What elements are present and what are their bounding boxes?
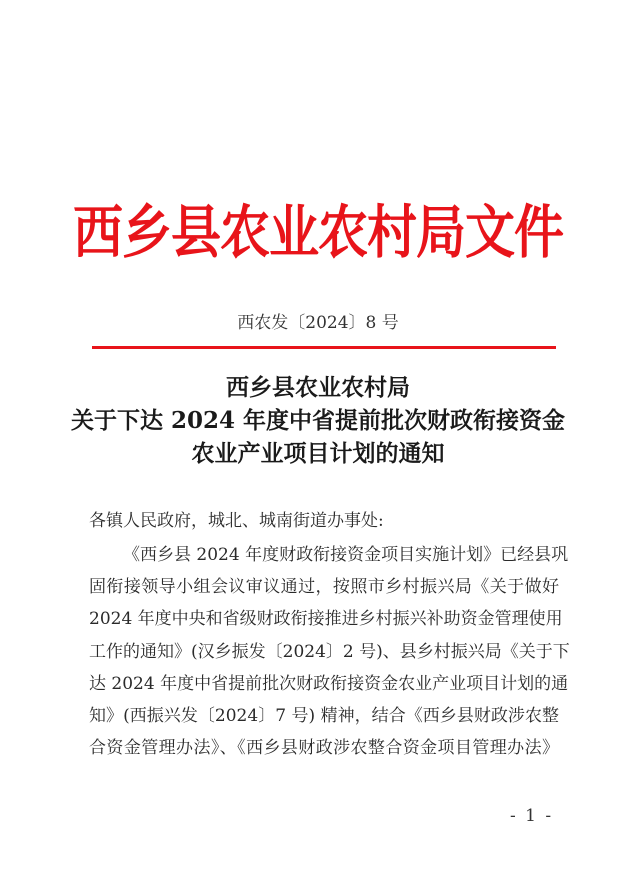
- paragraph-line: 《西乡县 2024 年度财政衔接资金项目实施计划》已经县巩: [123, 545, 569, 565]
- body-paragraph: [89, 539, 570, 764]
- paragraph-line: 合资金管理办法》、《西乡县财政涉农整合资金项目管理办法》: [89, 738, 559, 759]
- notice-title: [0, 371, 636, 470]
- paragraph-line: 工作的通知》(汉乡振发〔2024〕2 号)、县乡村振兴局《关于下: [89, 641, 570, 662]
- salutation: 各镇人民政府，城北、城南街道办事处:: [89, 511, 384, 531]
- title-line-2: 关于下达 2024 年度中省提前批次财政衔接资金: [70, 407, 566, 434]
- paragraph-line: 知》(西振兴发〔2024〕7 号) 精神，结合《西乡县财政涉农整: [89, 705, 559, 726]
- body-text: [89, 503, 570, 764]
- document-number: 西农发〔2024〕8 号: [237, 313, 399, 333]
- masthead-title: 西乡县农业农村局文件: [73, 198, 563, 266]
- paragraph-line: 固衔接领导小组会议审议通过，按照市乡村振兴局《关于做好: [89, 577, 559, 598]
- paragraph-line: 达 2024 年度中省提前批次财政衔接资金农业产业项目计划的通: [89, 673, 569, 694]
- title-line-3: 农业产业项目计划的通知: [191, 440, 445, 467]
- paragraph-line: 2024 年度中央和省级财政衔接推进乡村振兴补助资金管理使用: [89, 609, 563, 630]
- title-line-1: 西乡县农业农村局: [226, 374, 410, 401]
- red-divider-rule: [92, 346, 556, 349]
- page-number: - 1 -: [510, 806, 554, 826]
